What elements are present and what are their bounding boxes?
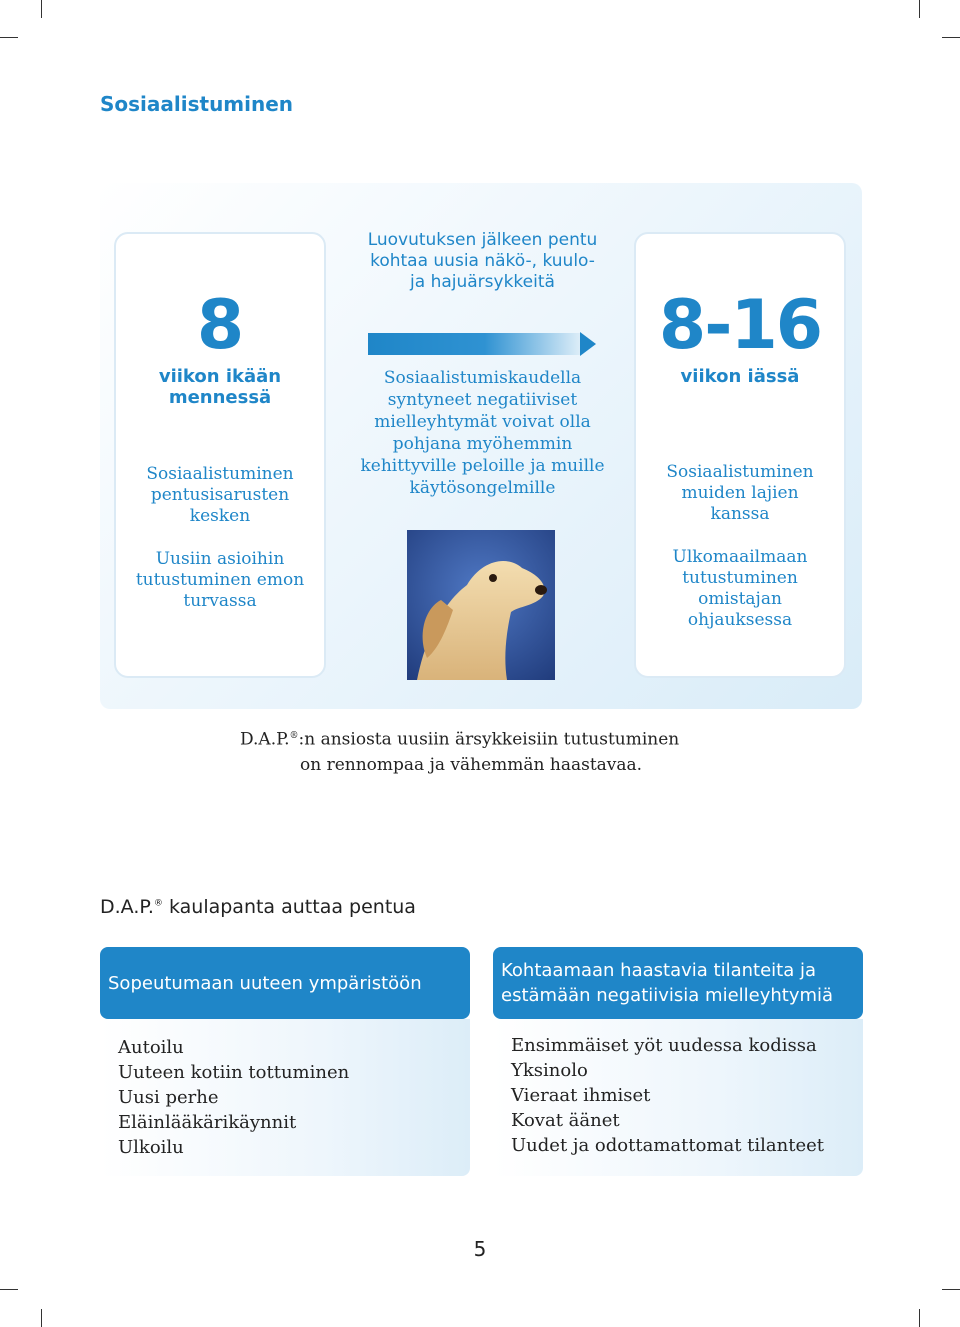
registered-mark: ® xyxy=(289,731,299,741)
list-item: Uuteen kotiin tottuminen xyxy=(118,1062,350,1083)
box-heading: Kohtaamaan haastavia tilanteita ja estämään negatiivisia mielleyhtymiä xyxy=(493,947,863,1019)
list-item: Vieraat ihmiset xyxy=(511,1085,651,1106)
list-item: Ensimmäiset yöt uudessa kodissa xyxy=(511,1035,817,1056)
list-item: Uusi perhe xyxy=(118,1087,219,1108)
list-item: Kovat äänet xyxy=(511,1110,620,1131)
card-number: 8 xyxy=(196,286,244,365)
box-list xyxy=(511,1033,845,1158)
crop-mark xyxy=(919,0,920,18)
caption xyxy=(240,724,760,778)
puppy-photo xyxy=(407,530,555,680)
brand-name: D.A.P. xyxy=(100,896,154,918)
crop-mark xyxy=(942,37,960,38)
list-item: Autoilu xyxy=(118,1037,184,1058)
crop-mark xyxy=(0,37,18,38)
box-adapt xyxy=(100,947,470,1176)
list-item: Yksinolo xyxy=(511,1060,588,1081)
card-subtitle: viikon iässä xyxy=(680,366,800,387)
list-item: Uudet ja odottamattomat tilanteet xyxy=(511,1135,825,1156)
card-text: Uusiin asioihin tutustuminen emon turvassa xyxy=(135,549,305,611)
box-challenges xyxy=(493,947,863,1176)
crop-mark xyxy=(942,1289,960,1290)
crop-mark xyxy=(0,1289,18,1290)
box-list xyxy=(118,1035,452,1160)
collar-title-text: kaulapanta auttaa pentua xyxy=(162,896,416,918)
collar-title xyxy=(100,896,416,918)
page-number: 5 xyxy=(473,1237,487,1261)
box-heading: Sopeutumaan uuteen ympäristöön xyxy=(100,947,470,1019)
crop-mark xyxy=(41,1309,42,1327)
registered-mark: ® xyxy=(153,898,163,909)
caption-line2: on rennompaa ja vähemmän haastavaa. xyxy=(300,754,643,775)
list-item: Ulkoilu xyxy=(118,1137,184,1158)
caption-line1: :n ansiosta uusiin ärsykkeisiin tutustuminen xyxy=(298,729,680,750)
card-8-weeks xyxy=(114,232,326,678)
list-item: Eläinlääkärikäynnit xyxy=(118,1112,297,1133)
box-body xyxy=(100,1019,470,1176)
middle-text: Sosiaalistumiskaudella syntyneet negatiiviset mielleyhtymät voivat olla pohjana myöhemmin kehittyville peloille ja muille käytösongelmille xyxy=(360,368,605,498)
card-text: Ulkomaailmaan tutustuminen omistajan ohjauksessa xyxy=(672,547,808,630)
card-number: 8-16 xyxy=(658,286,822,365)
middle-heading: Luovutuksen jälkeen pentu kohtaa uusia näkö-, kuulo- ja hajuärsykkeitä xyxy=(367,230,598,292)
box-body xyxy=(493,1019,863,1176)
card-8-16-weeks xyxy=(634,232,846,678)
brand-name: D.A.P. xyxy=(240,729,290,750)
crop-mark xyxy=(919,1309,920,1327)
section-title: Sosiaalistuminen xyxy=(100,92,294,116)
card-subtitle: viikon ikään mennessä xyxy=(158,366,282,408)
arrow-right-icon xyxy=(368,332,596,356)
card-text: Sosiaalistuminen muiden lajien kanssa xyxy=(666,462,814,524)
crop-mark xyxy=(41,0,42,18)
card-text: Sosiaalistuminen pentusisarusten kesken xyxy=(146,464,294,526)
